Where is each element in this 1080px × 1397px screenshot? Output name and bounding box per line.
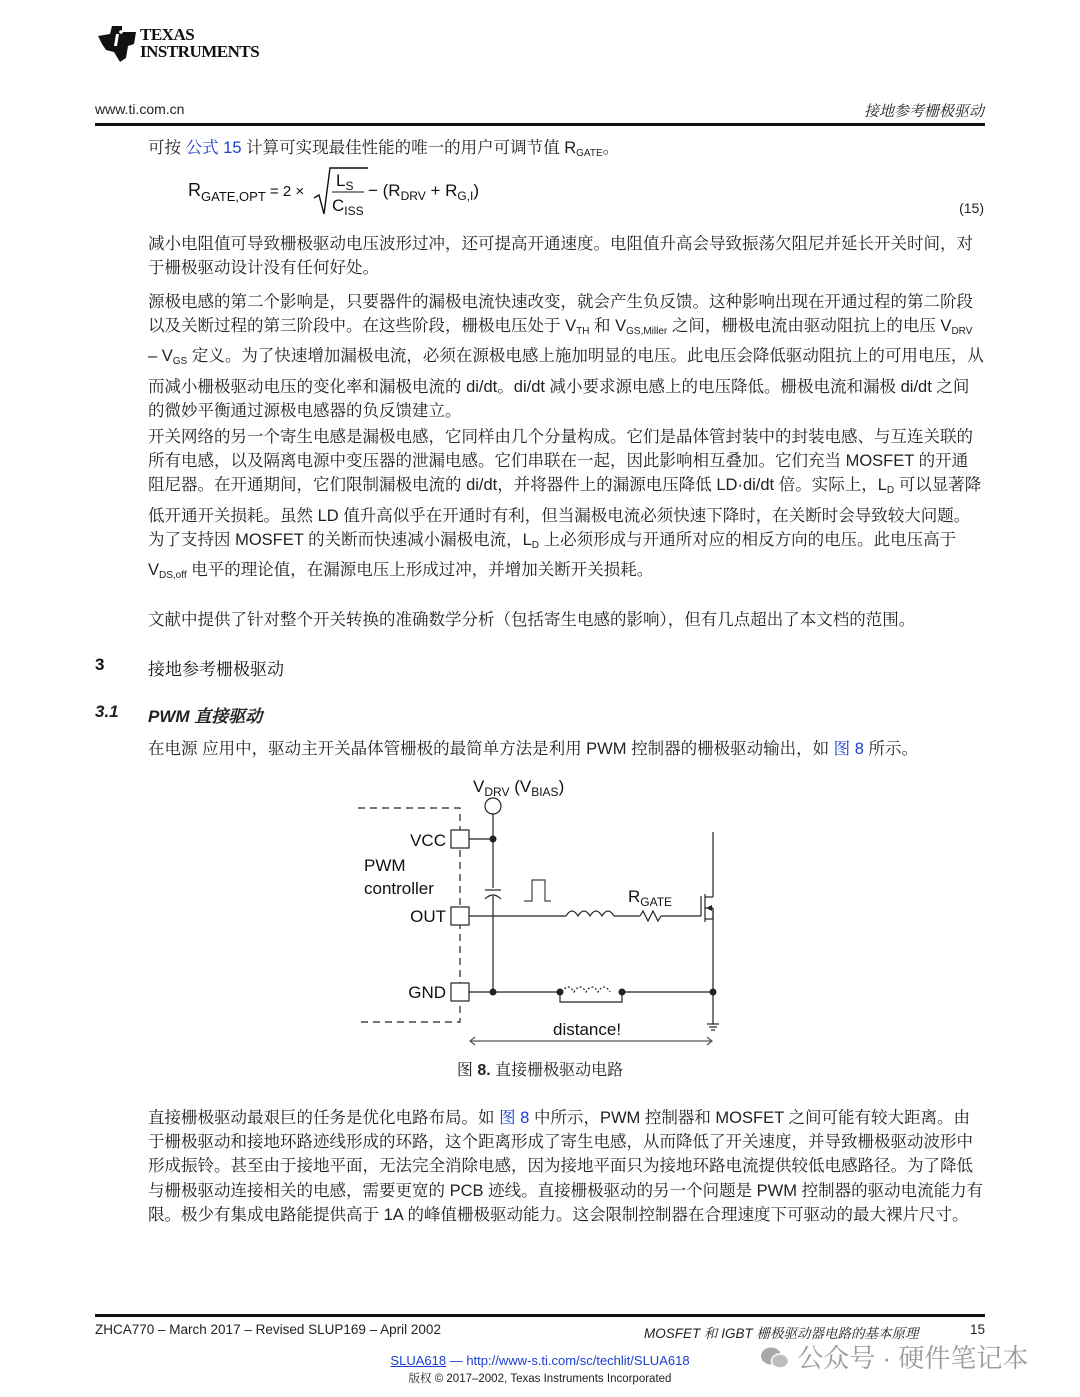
ti-logo-icon xyxy=(96,22,140,66)
footer-copyright: 版权 © 2017–2002, Texas Instruments Incorporated xyxy=(408,1373,672,1385)
out-pin xyxy=(451,907,469,925)
section-3-number: 3 xyxy=(95,655,105,674)
footer-rule xyxy=(95,1314,985,1317)
paragraph-1: 减小电阻值可导致栅极驱动电压波形过冲，还可提高开通速度。电阻值升高会导致振荡欠阻尼并延长开关时间，对于栅极驱动设计没有任何好处。 xyxy=(148,235,973,278)
pulse-icon xyxy=(524,880,551,901)
section-31-number: 3.1 xyxy=(95,702,119,721)
paragraph-3: 开关网络的另一个寄生电感是漏极电感，它同样由几个分量构成。它们是晶体管封装中的封装电感、与互连关联的所有电感，以及隔离电源中变压器的泄漏电感。它们串联在一起，因此影响相互叠加。它们充当 MOSFET 的开通阻尼器。在开通期间，它们限制漏极电流的 di/dt，并将器件上的漏源电压降低 LD·di/dt 倍。实际上，$L_D$ 可以显著降低开通开关损耗。虽然 LD 值升高似乎在开通时有利，但当漏极电流必须快速下降时，在关断时会导致较大问题。为了支持因 MOSFET 的关断而快速减小漏极电流，$L_D$ 上必须形成与开通所对应的相反方向的电压。此电压高于 $V_{DS,off}$ 电平的理论值，在漏源电压上形成过冲，并增加关断开关损耗。 xyxy=(148,428,982,582)
paragraph-5: 在电源 应用中，驱动主开关晶体管栅极的最简单方法是利用 PWM 控制器的栅极驱动输出，如 图 8 所示。 xyxy=(148,740,919,758)
eq-denominator: $C_{ISS}$ xyxy=(332,196,364,218)
footer-link-url[interactable]: http://www-s.ti.com/sc/techlit/SLUA618 xyxy=(466,1353,690,1368)
equation-link[interactable]: 公式 15 xyxy=(185,139,242,157)
figure-8-link-2[interactable]: 图 8 xyxy=(499,1109,530,1127)
eq-rest: − $(R_{DRV} + R_{G,I})$ xyxy=(368,181,480,203)
footer-link-id[interactable]: SLUA618 xyxy=(390,1353,447,1368)
eq-numerator: $L_S$ xyxy=(336,171,354,193)
out-label: OUT xyxy=(410,907,446,926)
header-rule xyxy=(95,123,985,126)
vcc-label: VCC xyxy=(410,831,446,850)
paragraph-6: 直接栅极驱动最艰巨的任务是优化电路布局。如 图 8 中所示，PWM 控制器和 MOSFET 之间可能有较大距离。由于栅极驱动和接地环路迹线形成的环路，这个距离形成了寄生电感，从而降低了开关速度，并导致栅极驱动波形中形成振铃。甚至由于接地平面，无法完全消除电感，因为接地平面只为接地环路电流提供较低电感路径。为了降低与栅极驱动连接相关的电感，需要更宽的 PCB 迹线。直接栅极驱动的另一个问题是 PWM 控制器的驱动电流能力有限。极少有集成电路能提供高于 1A 的峰值栅极驱动能力。这会限制控制器在合理速度下可驱动的最大裸片尺寸。 xyxy=(148,1109,984,1224)
equation-graphic xyxy=(188,168,518,220)
pwm-label: PWM xyxy=(364,856,406,875)
vdrv-source-icon xyxy=(485,798,501,814)
footer-link[interactable]: SLUA618 — http://www-s.ti.com/sc/techlit/SLUA618 xyxy=(390,1353,690,1368)
rgate-resistor-icon xyxy=(640,911,661,921)
paragraph-4: 文献中提供了针对整个开关转换的准确数学分析（包括寄生电感的影响），但有几点超出了本文档的范围。 xyxy=(148,611,916,629)
gnd-pin xyxy=(451,983,469,1001)
figure-8-link[interactable]: 图 8 xyxy=(833,740,864,758)
vcc-pin xyxy=(451,830,469,848)
gate-inductor-icon xyxy=(566,911,614,916)
figure-8-circuit xyxy=(350,765,730,1055)
controller-label: controller xyxy=(364,879,434,898)
equation-number: (15) xyxy=(959,200,984,216)
gnd-label: GND xyxy=(408,983,446,1002)
ground-inductor-icon xyxy=(562,987,610,992)
eq-lhs: $R_{GATE,OPT}$ $^{= 2 \times}$ xyxy=(188,180,305,204)
vdrv-label: $V_{DRV}$ $(V_{BIAS})$ xyxy=(473,777,565,799)
footer-doc-id: ZHCA770 – March 2017 – Revised SLUP169 – April 2002 xyxy=(95,1322,441,1337)
footer-page-number: 15 xyxy=(970,1322,986,1337)
section-31-title: PWM 直接驱动 xyxy=(148,707,263,726)
distance-label: distance! xyxy=(553,1020,622,1039)
rgate-label: $R_{GATE}$ xyxy=(628,887,673,909)
watermark: 公众号 · 硬件笔记本 xyxy=(760,1338,1028,1375)
ti-logo-text: TEXAS INSTRUMENTS xyxy=(140,25,260,61)
footer-doc-title: MOSFET 和 IGBT 栅极驱动器电路的基本原理 xyxy=(644,1326,919,1341)
section-3-title: 接地参考栅极驱动 xyxy=(148,660,284,679)
header-site[interactable]: www.ti.com.cn xyxy=(95,101,185,117)
intro-paragraph: 可按 公式 15 计算可实现最佳性能的唯一的用户可调节值 $R_{GATE}$。 xyxy=(148,139,620,159)
wechat-icon xyxy=(760,1345,790,1371)
header-section-title: 接地参考栅极驱动 xyxy=(863,103,984,120)
figure-8-caption: 图 8. 直接栅极驱动电路 xyxy=(456,1062,624,1079)
paragraph-2: 源极电感的第二个影响是，只要器件的漏极电流快速改变，就会产生负反馈。这种影响出现在开通过程的第二阶段以及关断过程的第三阶段中。在这些阶段，栅极电压处于 $V_{TH}$ 和 $V_{GS,Miller}$ 之间，栅极电流由驱动阻抗上的电压 $V_{DRV} - V_{GS}$ 定义。为了快速增加漏极电流，必须在源极电感上施加明显的电压。此电压会降低驱动阻抗上的可用电压，从而减小栅极驱动电压的变化率和漏极电流的 di/dt。di/dt 减小要求源电感上的电压降低。栅极电流和漏极 di/dt 之间的微妙平衡通过源极电感器的负反馈建立。 xyxy=(148,293,984,420)
